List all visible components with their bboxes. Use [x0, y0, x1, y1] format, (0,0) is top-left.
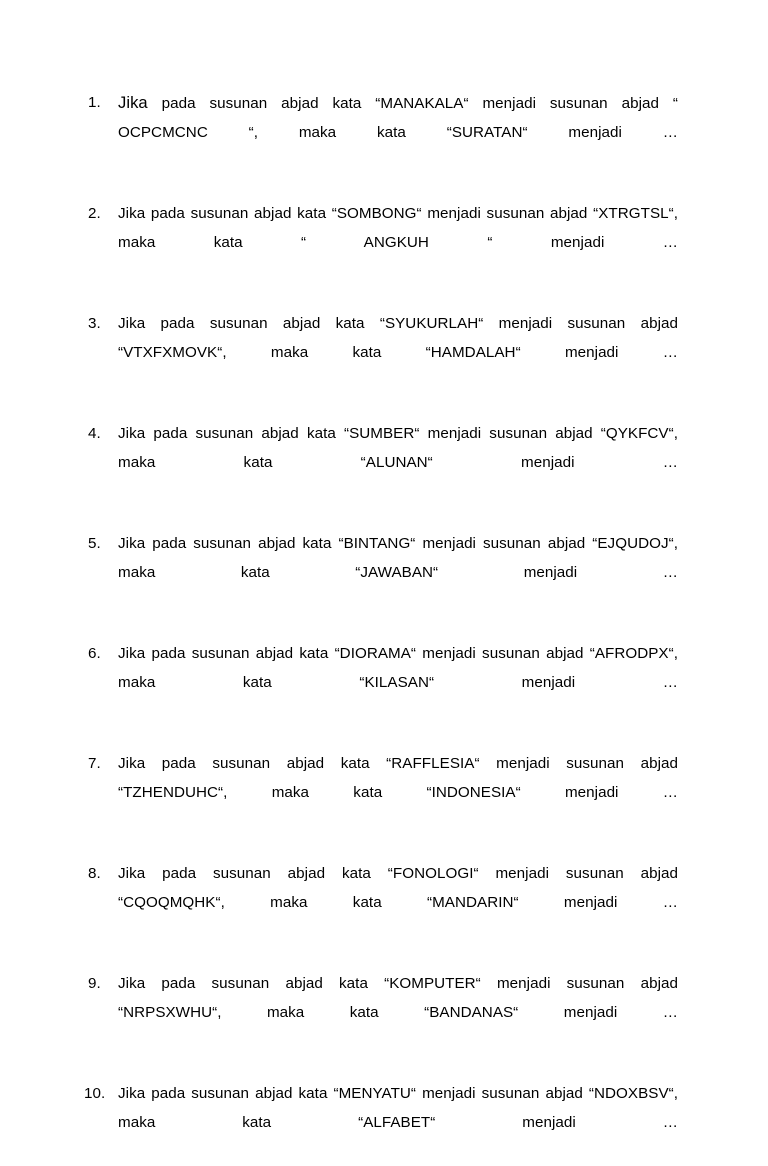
question-text — [118, 749, 678, 836]
question-text — [118, 419, 678, 506]
question-rest: pada susunan abjad kata “KOMPUTER“ menjadi susunan abjad “NRPSXWHU“, maka kata “BANDANAS“ menjadi … — [118, 975, 678, 1021]
question-lead-word: Jika — [118, 535, 146, 552]
question-item — [88, 199, 678, 286]
question-lead-word: Jika — [118, 205, 146, 222]
question-number: 1. — [88, 94, 101, 111]
question-text — [118, 529, 678, 616]
question-rest: pada susunan abjad kata “DIORAMA“ menjadi susunan abjad “AFRODPX“, maka kata “KILASAN“ menjadi … — [118, 645, 678, 691]
question-number: 2. — [88, 205, 101, 222]
question-item — [88, 419, 678, 506]
question-text — [118, 1079, 678, 1166]
question-rest: pada susunan abjad kata “FONOLOGI“ menjadi susunan abjad “CQOQMQHK“, maka kata “MANDARIN“ menjadi … — [118, 865, 678, 911]
question-number: 4. — [88, 425, 101, 442]
question-item — [88, 969, 678, 1056]
question-lead-word: Jika — [118, 975, 146, 992]
question-lead-word: Jika — [118, 755, 146, 772]
question-lead-word: Jika — [118, 645, 146, 662]
question-text — [118, 88, 678, 176]
question-text — [118, 309, 678, 396]
question-lead-word: Jika — [118, 1085, 146, 1102]
question-rest: pada susunan abjad kata “MENYATU“ menjadi susunan abjad “NDOXBSV“, maka kata “ALFABET“ menjadi … — [118, 1085, 678, 1131]
question-item — [88, 749, 678, 836]
question-item — [88, 639, 678, 726]
question-item — [88, 529, 678, 616]
question-rest: pada susunan abjad kata “SYUKURLAH“ menjadi susunan abjad “VTXFXMOVK“, maka kata “HAMDALAH“ menjadi … — [118, 315, 678, 361]
question-lead-word: Jika — [118, 315, 146, 332]
question-number: 6. — [88, 645, 101, 662]
question-lead-word: Jika — [118, 425, 146, 442]
question-number: 10. — [84, 1085, 106, 1102]
question-lead-word: Jika — [118, 865, 146, 882]
question-text — [118, 859, 678, 946]
question-number: 5. — [88, 535, 101, 552]
question-rest: pada susunan abjad kata “RAFFLESIA“ menjadi susunan abjad “TZHENDUHC“, maka kata “INDONESIA“ menjadi … — [118, 755, 678, 801]
question-text — [118, 639, 678, 726]
question-number: 9. — [88, 975, 101, 992]
question-rest: pada susunan abjad kata “MANAKALA“ menjadi susunan abjad “ OCPCMCNC “, maka kata “SURATAN“ menjadi … — [118, 95, 678, 141]
question-lead-word: Jika — [118, 93, 148, 112]
question-number: 8. — [88, 865, 101, 882]
question-item — [88, 88, 678, 176]
question-number: 3. — [88, 315, 101, 332]
question-list — [84, 88, 678, 1166]
question-text — [118, 199, 678, 286]
question-rest: pada susunan abjad kata “SOMBONG“ menjadi susunan abjad “XTRGTSL“, maka kata “ ANGKUH “ menjadi … — [118, 205, 678, 251]
question-text — [118, 969, 678, 1056]
question-item — [88, 309, 678, 396]
question-item — [88, 859, 678, 946]
question-number: 7. — [88, 755, 101, 772]
question-rest: pada susunan abjad kata “BINTANG“ menjadi susunan abjad “EJQUDOJ“, maka kata “JAWABAN“ menjadi … — [118, 535, 678, 581]
question-rest: pada susunan abjad kata “SUMBER“ menjadi susunan abjad “QYKFCV“, maka kata “ALUNAN“ menjadi … — [118, 425, 678, 471]
question-item — [84, 1079, 678, 1166]
